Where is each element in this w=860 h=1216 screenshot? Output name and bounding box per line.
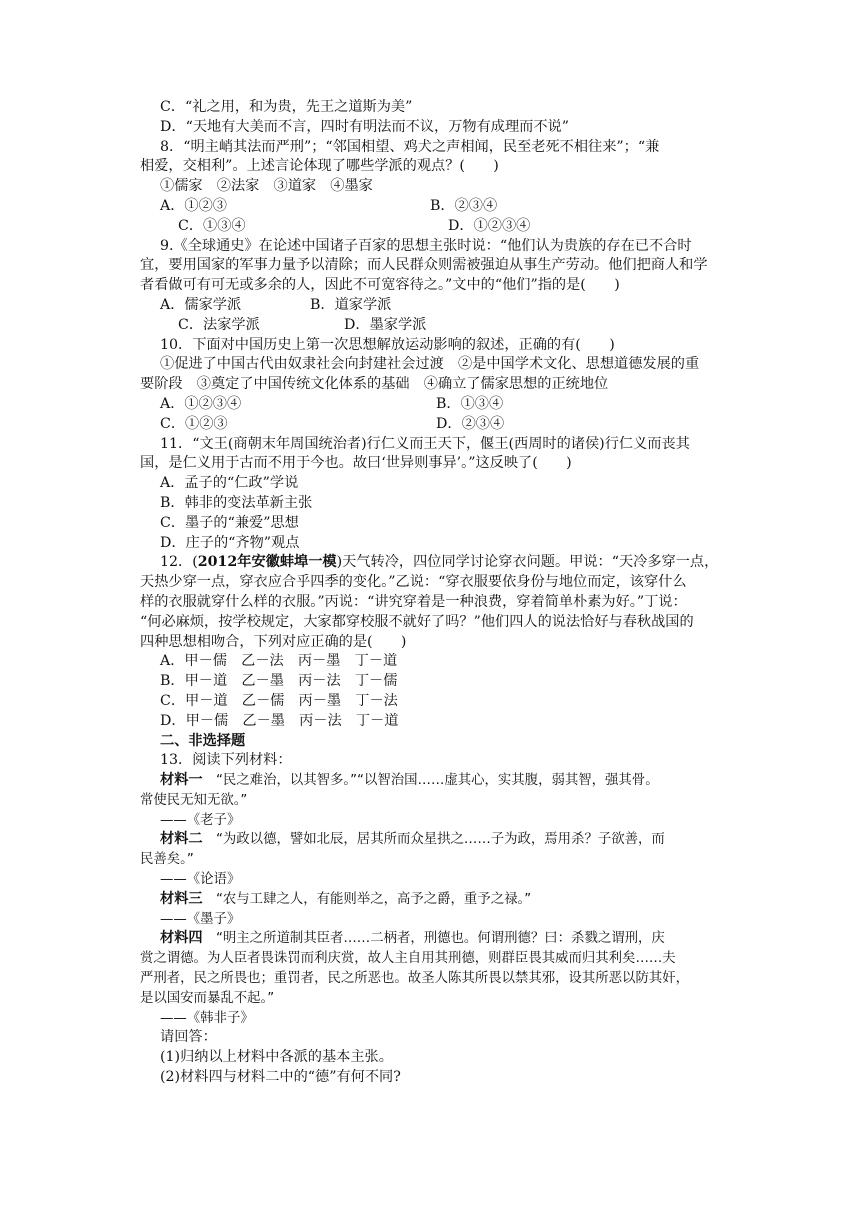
q8-option-a: A．①②③ bbox=[160, 197, 227, 214]
q12-stem-line3: 样的衣服就穿什么样的衣服。”丙说：“讲究穿着是一种浪费，穿着简单朴素为好。”丁说： bbox=[140, 593, 687, 610]
material-4-source: ——《韩非子》 bbox=[160, 1010, 254, 1026]
q13-subquestion-2: (2)材料四与材料二中的“德”有何不同? bbox=[160, 1069, 401, 1086]
q10-options-ab bbox=[140, 395, 788, 415]
q8-option-c: C．①③④ bbox=[178, 217, 246, 234]
q11-option-a: A．孟子的“仁政”学说 bbox=[160, 475, 299, 492]
material-4-text: “明主之所道制其臣者……二柄者，刑德也。何谓刑德？曰：杀戮之谓刑，庆 bbox=[202, 931, 665, 947]
q7-option-c: C．“礼之用，和为贵，先王之道斯为美” bbox=[160, 99, 413, 115]
material-3-label: 材料三 bbox=[160, 890, 203, 907]
q10-option-a: A．①②③④ bbox=[160, 395, 242, 412]
q11-stem-line2: 国，是仁义用于古而不用于今也。故曰‘世异则事异’。”这反映了( ) bbox=[140, 455, 572, 472]
q13-intro: 13．阅读下列材料： bbox=[160, 752, 292, 769]
q10-stem-line1: 10．下面对中国历史上第一次思想解放运动影响的叙述，正确的有( ) bbox=[160, 336, 615, 353]
material-2-line1 bbox=[140, 830, 788, 850]
q13-subquestion-1: (1)归纳以上材料中各派的基本主张。 bbox=[160, 1049, 393, 1066]
q8-options-cd bbox=[140, 217, 788, 237]
material-2-line2: 民善矣。” bbox=[140, 852, 194, 868]
q9-stem-line2: 宜，要用国家的军事力量予以清除；而人民群众则需被强迫从事生产劳动。他们把商人和学 bbox=[140, 257, 708, 274]
q9-option-a: A．儒家学派 bbox=[160, 296, 242, 313]
material-2-source: ——《论语》 bbox=[160, 872, 241, 888]
material-1-source: ——《老子》 bbox=[160, 812, 241, 828]
material-1-line2: 常使民无知无欲。” bbox=[140, 792, 248, 808]
material-4-line3: 严刑者，民之所畏也；重罚者，民之所恶也。故圣人陈其所畏以禁其邪，设其所恶以防其奸， bbox=[140, 971, 690, 987]
q9-option-d: D．墨家学派 bbox=[344, 316, 427, 333]
q10-option-b: B．①③④ bbox=[436, 395, 504, 412]
material-4-line4: 是以国安而暴乱不起。” bbox=[140, 990, 275, 1006]
q9-option-c: C．法家学派 bbox=[178, 316, 260, 333]
material-3-source: ——《墨子》 bbox=[160, 911, 241, 927]
q12-option-d: D．甲－儒 乙－墨 丙－法 丁－道 bbox=[160, 712, 399, 729]
material-2-text: “为政以德，譬如北辰，居其所而众星拱之……子为政，焉用杀？子欲善，而 bbox=[202, 832, 665, 848]
q12-option-a: A．甲－儒 乙－法 丙－墨 丁－道 bbox=[160, 653, 398, 670]
q12-stem-line4: “何必麻烦，按学校规定，大家都穿校服不就好了吗？”他们四人的说法恰好与春秋战国的 bbox=[140, 613, 694, 630]
q8-options-ab bbox=[140, 197, 788, 217]
q9-option-b: B．道家学派 bbox=[310, 296, 392, 313]
q12-option-c: C．甲－道 乙－儒 丙－墨 丁－法 bbox=[160, 692, 398, 709]
q12-number: 12．( bbox=[160, 554, 198, 571]
q12-option-b: B．甲－道 乙－墨 丙－法 丁－儒 bbox=[160, 673, 398, 690]
material-4-label: 材料四 bbox=[160, 930, 203, 947]
q12-stem-line2: 天热少穿一点，穿衣应合乎四季的变化。”乙说：“穿衣服要依身份与地位而定，该穿什么 bbox=[140, 574, 687, 591]
material-4-line1 bbox=[140, 929, 788, 949]
q12-stem-line1-rest: )天气转冷，四位同学讨论穿衣问题。甲说：“天冷多穿一点， bbox=[336, 554, 719, 571]
q12-stem-line1 bbox=[140, 553, 788, 573]
q10-stem-line3: 要阶段 ③奠定了中国传统文化体系的基础 ④确立了儒家思想的正统地位 bbox=[140, 376, 609, 393]
q8-option-b: B．②③④ bbox=[430, 197, 498, 214]
material-3-text: “农与工肆之人，有能则举之，高予之爵，重予之禄。” bbox=[202, 891, 532, 907]
material-1-line1 bbox=[140, 771, 788, 791]
q8-stem-line2: 相爱，交相利”。上述言论体现了哪些学派的观点？( ) bbox=[140, 158, 499, 175]
q12-stem-line5: 四种思想相吻合，下列对应正确的是( ) bbox=[140, 633, 407, 650]
material-1-label: 材料一 bbox=[160, 772, 203, 789]
q12-source: 2012年安徽蚌埠一模 bbox=[197, 554, 337, 571]
q8-stem-line1: 8．“明主峭其法而严刑”；“邻国相望、鸡犬之声相闻，民至老死不相往来”；“兼 bbox=[160, 138, 660, 155]
q9-options-cd bbox=[140, 316, 788, 336]
q10-stem-line2: ①促进了中国古代由奴隶社会向封建社会过渡 ②是中国学术文化、思想道德发展的重 bbox=[160, 356, 700, 373]
section-heading: 二、非选择题 bbox=[160, 732, 246, 749]
q11-option-c: C．墨子的“兼爱”思想 bbox=[160, 514, 299, 531]
q7-option-d: D．“天地有大美而不言，四时有明法而不议，万物有成理而不说” bbox=[160, 118, 569, 135]
q10-option-c: C．①②③ bbox=[160, 415, 228, 432]
q9-stem-line1: 9.《全球通史》在论述中国诸子百家的思想主张时说：“他们认为贵族的存在已不合时 bbox=[160, 237, 692, 254]
q8-schools-list: ①儒家 ②法家 ③道家 ④墨家 bbox=[160, 178, 373, 195]
q11-option-b: B．韩非的变法革新主张 bbox=[160, 494, 313, 511]
q9-stem-line3: 者看做可有可无或多余的人，因此不可宽容待之。”文中的“他们”指的是( ) bbox=[140, 277, 620, 294]
material-4-line2: 赏之谓德。为人臣者畏诛罚而利庆赏，故人主自用其刑德，则群臣畏其威而归其利矣……夫 bbox=[140, 951, 676, 967]
q11-option-d: D．庄子的“齐物”观点 bbox=[160, 534, 300, 551]
material-1-text: “民之难治，以其智多。”“以智治国……虚其心，实其腹，弱其智，强其骨。 bbox=[202, 773, 659, 789]
q9-options-ab bbox=[140, 296, 788, 316]
q13-ask: 请回答： bbox=[160, 1029, 217, 1046]
q10-options-cd bbox=[140, 415, 788, 435]
material-3-line1 bbox=[140, 890, 788, 910]
q10-option-d: D．②③④ bbox=[436, 415, 505, 432]
document-page bbox=[140, 98, 788, 1088]
q11-stem-line1: 11．“文王(商朝末年周国统治者)行仁义而王天下，偃王(西周时的诸侯)行仁义而丧其 bbox=[160, 435, 690, 452]
q8-option-d: D．①②③④ bbox=[448, 217, 531, 234]
material-2-label: 材料二 bbox=[160, 831, 203, 848]
